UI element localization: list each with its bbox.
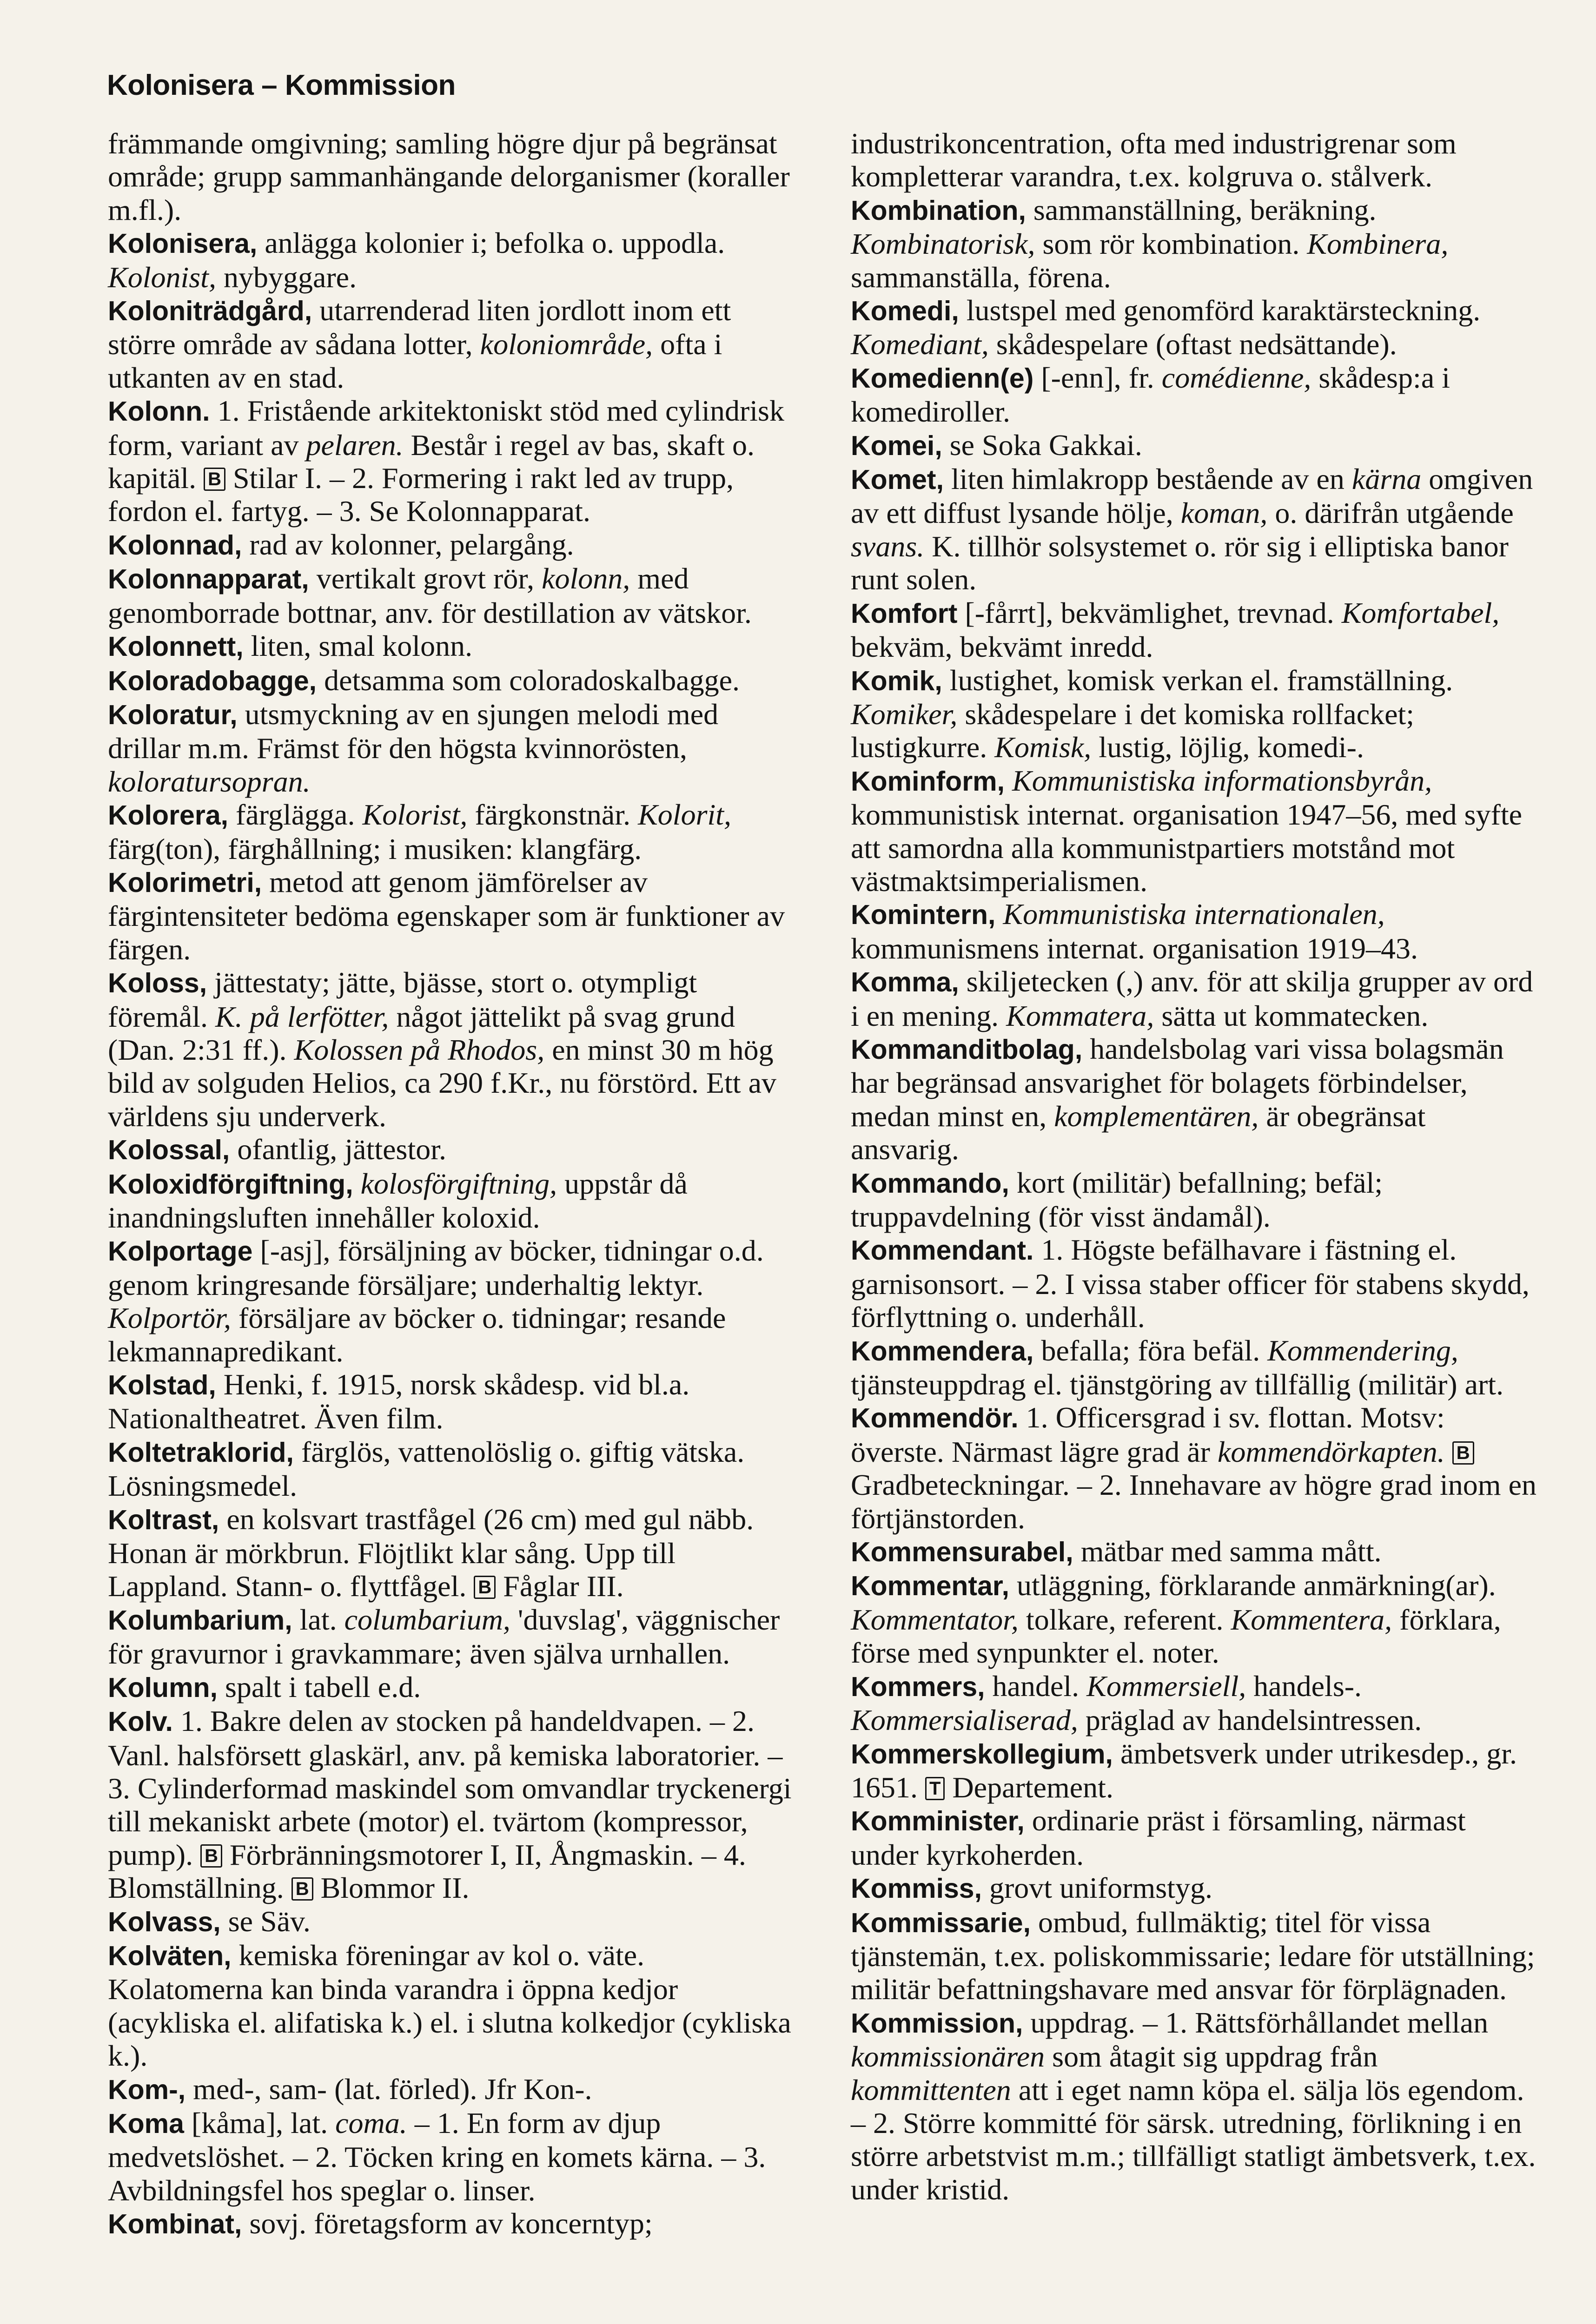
dictionary-entry <box>851 1670 1539 1737</box>
entry-text: 1. Bakre delen av stocken på handeldvapen. – 2. Vanl. halsförsett glaskärl, anv. på kemiska laboratorier. – 3. Cylinderformad maskindel som omvandlar tryckenergi till mekaniskt arbete (motor) el. tvärtom (kompressor, pump). <box>108 1704 792 1871</box>
entry-text: handel. <box>985 1669 1087 1703</box>
dictionary-entry <box>108 798 796 865</box>
plate-reference-icon: B <box>200 1844 222 1868</box>
entry-text: [kåma], lat. <box>184 2106 336 2139</box>
entry-text: kemiska föreningar av kol o. väte. Kolatomerna kan binda varandra i öppna kedjor (acykliska el. alifatiska k.) el. i slutna kolkedjor (cykliska k.). <box>108 1938 791 2073</box>
entry-text: bekväm, bekvämt inredd. <box>851 630 1153 664</box>
dictionary-entry <box>851 294 1539 361</box>
dictionary-entry <box>851 2006 1539 2206</box>
entry-headword: Koltetraklorid, <box>108 1437 294 1468</box>
entry-headword: Komintern, <box>851 899 996 931</box>
entry-text: ofantlig, jättestor. <box>230 1133 446 1166</box>
entry-italic: Kolonist, <box>108 260 216 294</box>
entry-text: mätbar med samma mått. <box>1073 1535 1382 1568</box>
entry-text: kommunismens internat. organisation 1919–43. <box>851 931 1418 965</box>
entry-headword: Kolumbarium, <box>108 1604 292 1636</box>
entry-headword: Komei, <box>851 430 942 461</box>
entry-headword: Komminister, <box>851 1806 1025 1837</box>
entry-headword: Kolossal, <box>108 1135 230 1166</box>
entry-headword: Kom-, <box>108 2074 186 2105</box>
entry-text <box>995 898 1003 931</box>
dictionary-entry <box>108 1368 796 1435</box>
entry-italic: Kommersiell, <box>1086 1669 1246 1703</box>
dictionary-entry <box>851 1737 1539 1804</box>
dictionary-entry <box>108 2106 796 2207</box>
dictionary-entry <box>108 865 796 966</box>
entry-italic: Kolorit, <box>638 798 732 832</box>
entry-text: o. därifrån utgående <box>1267 496 1514 530</box>
dictionary-entry <box>851 1032 1539 1166</box>
entry-headword: Kolonnapparat, <box>108 564 309 595</box>
entry-headword: Kolonn. <box>108 396 210 427</box>
entry-text: rad av kolonner, pelargång. <box>242 528 574 561</box>
entry-text: kommunistisk internat. organisation 1947–56, med syfte att samordna alla kommunistpartiers motstånd mot västmaktsimperialismen. <box>851 798 1522 898</box>
entry-text: skådespelare (oftast nedsättande). <box>988 328 1397 361</box>
entry-text: skådesp:a i komediroller. <box>851 361 1450 429</box>
entry-italic: kommittenten <box>851 2073 1011 2106</box>
dictionary-entry <box>108 1939 796 2073</box>
entry-headword: Komedi, <box>851 296 959 327</box>
dictionary-entry <box>108 1704 796 1904</box>
entry-text <box>1445 1435 1452 1468</box>
entry-headword: Koloss, <box>108 968 207 999</box>
entry-text <box>1005 764 1012 797</box>
dictionary-entry <box>108 1603 796 1670</box>
dictionary-entry <box>108 698 796 798</box>
entry-headword: Kominform, <box>851 766 1005 797</box>
entry-italic: kolonn, <box>542 562 630 595</box>
entry-text: spalt i tabell e.d. <box>217 1670 421 1703</box>
entry-headword: Kommissarie, <box>851 1907 1031 1938</box>
plate-reference-icon: B <box>1452 1441 1474 1465</box>
dictionary-entry <box>851 1233 1539 1334</box>
entry-text: 1. Högste befälhavare i fästning el. garnisonsort. – 2. I vissa staber officer för stabens skydd, förflyttning o. underhåll. <box>851 1233 1530 1334</box>
entry-italic: pelaren. <box>306 428 404 462</box>
right-column <box>851 127 1539 2206</box>
entry-text: sammanställa, förena. <box>851 260 1111 294</box>
dictionary-entry <box>851 127 1539 193</box>
entry-headword: Koma <box>108 2108 184 2139</box>
dictionary-entry <box>108 294 796 394</box>
entry-italic: kärna <box>1351 462 1422 496</box>
entry-italic: Kolorist, <box>362 798 468 832</box>
dictionary-entry <box>851 1804 1539 1871</box>
left-column <box>108 127 796 2241</box>
entry-text: är obegränsat ansvarig. <box>851 1099 1426 1166</box>
dictionary-entry <box>851 1401 1539 1535</box>
dictionary-entry <box>851 361 1539 429</box>
entry-text: – 1. En form av djup medvetslöshet. – 2. Töcken kring en komets kärna. – 3. Avbildningsfel hos speglar o. linser. <box>108 2106 766 2207</box>
entry-headword: Komik, <box>851 665 942 696</box>
entry-italic: Komiker, <box>851 697 958 731</box>
entry-text: skiljetecken (,) anv. för att skilja grupper av ord i en mening. <box>851 965 1533 1032</box>
entry-text: befalla; föra befäl. <box>1033 1334 1268 1367</box>
entry-headword: Kolonisera, <box>108 228 258 259</box>
entry-text: färg(ton), färghållning; i musiken: klangfärg. <box>108 832 642 865</box>
entry-italic: Kombinera, <box>1307 227 1449 261</box>
entry-text: Blommor II. <box>313 1871 470 1905</box>
entry-italic: Kommersialiserad, <box>851 1703 1078 1737</box>
entry-text: Departement. <box>945 1770 1113 1804</box>
entry-italic: komplementären, <box>1054 1099 1259 1133</box>
entry-text: Fåglar III. <box>496 1570 624 1603</box>
entry-text: utläggning, förklarande anmärkning(ar). <box>1009 1569 1496 1602</box>
dictionary-entry <box>851 1166 1539 1234</box>
entry-headword: Kolstad, <box>108 1370 216 1401</box>
entry-headword: Koloniträdgård, <box>108 296 312 327</box>
entry-text: sammanställning, beräkning. <box>1026 193 1377 226</box>
entry-headword: Kolonnad, <box>108 529 242 561</box>
entry-headword: Kommission, <box>851 2007 1023 2039</box>
entry-italic: comédienne, <box>1161 361 1311 394</box>
entry-text: Henki, f. 1915, norsk skådesp. vid bl.a. Nationaltheatret. Även film. <box>108 1368 690 1435</box>
entry-italic: svans. <box>851 529 925 563</box>
entry-text: liten himlakropp bestående av en <box>943 462 1352 496</box>
entry-italic: coma. <box>335 2106 407 2139</box>
entry-italic: Komediant, <box>851 328 989 361</box>
entry-text: Stilar I. – 2. Formering i rakt led av trupp, fordon el. fartyg. – 3. Se Kolonnapparat. <box>108 462 734 528</box>
entry-text: kort (militär) befallning; befäl; truppavdelning (för visst ändamål). <box>851 1166 1383 1233</box>
dictionary-entry <box>851 1569 1539 1669</box>
entry-text: som rör kombination. <box>1035 227 1307 261</box>
plate-reference-icon: B <box>474 1576 496 1599</box>
dictionary-entry <box>851 429 1539 462</box>
dictionary-entry <box>108 394 796 528</box>
dictionary-entry <box>108 664 796 698</box>
entry-text: förklara, förse med synpunkter el. noter. <box>851 1603 1501 1670</box>
dictionary-entry <box>851 193 1539 294</box>
plate-reference-icon: B <box>291 1877 313 1901</box>
entry-headword: Kolv. <box>108 1706 173 1737</box>
dictionary-entry <box>108 1435 796 1503</box>
entry-headword: Kommensurabel, <box>851 1537 1073 1568</box>
entry-headword: Kolorera, <box>108 800 229 831</box>
dictionary-entry <box>108 528 796 562</box>
entry-headword: Kolorimetri, <box>108 867 262 898</box>
entry-text: skådespelare i det komiska rollfacket; lustigkurre. <box>851 697 1415 764</box>
entry-text: lustspel med genomförd karaktärsteckning. <box>959 294 1481 327</box>
entry-italic: Kombinatorisk, <box>851 227 1035 261</box>
plate-reference-icon: B <box>204 468 225 491</box>
entry-text: med genomborrade bottnar, anv. för destillation av vätskor. <box>108 562 752 629</box>
entry-headword: Komet, <box>851 464 944 495</box>
entry-italic: koloniområde, <box>480 328 653 361</box>
entry-italic: Kolportör, <box>108 1301 231 1335</box>
entry-text: en kolsvart trastfågel (26 cm) med gul näbb. Honan är mörkbrun. Flöjtlikt klar sång. Upp till Lappland. Stann- o. flyttfågel. <box>108 1502 754 1603</box>
entry-headword: Komfort <box>851 598 958 629</box>
entry-italic: koman, <box>1180 496 1268 530</box>
entry-italic: kommissionären <box>851 2040 1045 2073</box>
entry-italic: Kommentator, <box>851 1603 1019 1636</box>
entry-headword: Kolonnett, <box>108 631 244 662</box>
entry-headword: Kommando, <box>851 1168 1009 1199</box>
entry-text: som åtagit sig uppdrag från <box>1045 2040 1378 2073</box>
dictionary-entry <box>108 1133 796 1167</box>
entry-text: handels-. <box>1246 1669 1362 1703</box>
dictionary-entry <box>108 966 796 1133</box>
entry-text: [-asj], försäljning av böcker, tidningar o.d. genom kringresande försäljare; underhaltig lektyr. <box>108 1234 764 1301</box>
entry-text: lustighet, komisk verkan el. framställning. <box>942 663 1453 697</box>
entry-headword: Kommentar, <box>851 1571 1009 1602</box>
entry-italic: Komfortabel, <box>1341 596 1500 629</box>
entry-text: tjänsteuppdrag el. tjänstgöring av tillfällig (militär) art. <box>851 1368 1504 1401</box>
entry-headword: Kolväten, <box>108 1940 232 1971</box>
dictionary-entry <box>851 1334 1539 1401</box>
entry-text: utsmyckning av en sjungen melodi med drillar m.m. Främst för den högsta kvinnorösten, <box>108 697 719 765</box>
entry-headword: Kommanditbolag, <box>851 1034 1083 1065</box>
entry-text: med-, sam- (lat. förled). Jfr Kon-. <box>185 2072 592 2106</box>
entry-headword: Koloradobagge, <box>108 665 317 696</box>
entry-italic: Kommunistiska internationalen, <box>1003 898 1385 931</box>
entry-headword: Komedienn(e) <box>851 363 1034 394</box>
entry-italic: Kolossen på Rhodos, <box>294 1033 545 1066</box>
entry-headword: Komma, <box>851 967 959 998</box>
dictionary-entry <box>108 1503 796 1603</box>
entry-text: färglös, vattenolöslig o. giftig vätska. Lösningsmedel. <box>108 1435 745 1503</box>
dictionary-entry <box>851 1906 1539 2006</box>
entry-italic: koloratursopran. <box>108 765 311 798</box>
entry-headword: Kommendör. <box>851 1403 1019 1434</box>
entry-text: sätta ut kommatecken. <box>1154 999 1429 1032</box>
dictionary-entry <box>108 127 796 226</box>
entry-text: 1. Officersgrad i sv. flottan. Motsv: överste. Närmast lägre grad är <box>851 1401 1445 1468</box>
entry-headword: Kommerskollegium, <box>851 1738 1113 1769</box>
entry-headword: Kolumn, <box>108 1672 218 1703</box>
entry-text: tolkare, referent. <box>1018 1603 1231 1636</box>
entry-text: vertikalt grovt rör, <box>309 562 542 595</box>
entry-text: ämbetsverk under utrikesdep., gr. 1651. <box>851 1736 1517 1804</box>
entry-text: Består i regel av bas, skaft o. kapitäl. <box>108 428 755 495</box>
entry-headword: Kolportage <box>108 1236 253 1267</box>
entry-text: något jättelikt på svag grund (Dan. 2:31 ff.). <box>108 1000 735 1066</box>
entry-text: jättestaty; jätte, bjässe, stort o. otympligt föremål. <box>108 966 697 1033</box>
entry-text: [-enn], fr. <box>1033 361 1162 394</box>
dictionary-entry <box>851 462 1539 596</box>
entry-text: 'duvslag', väggnischer för gravurnor i gravkammare; även själva urnhallen. <box>108 1603 780 1670</box>
entry-text: metod att genom jämförelser av färgintensiteter bedöma egenskaper som är funktioner av färgen. <box>108 865 785 966</box>
entry-text: detsamma som coloradoskalbagge. <box>317 663 740 697</box>
dictionary-entry <box>851 596 1539 664</box>
entry-text: Förbränningsmotorer I, II, Ångmaskin. – 4. Blomställning. <box>108 1838 746 1905</box>
entry-italic: kolosförgiftning, <box>360 1167 557 1200</box>
entry-text: uppstår då inandningsluften innehåller koloxid. <box>108 1167 688 1234</box>
entry-text: industrikoncentration, ofta med industrigrenar som kompletterar varandra, t.ex. kolgruva o. stålverk. <box>851 127 1457 193</box>
dictionary-entry <box>851 764 1539 898</box>
entry-text: 1. Fristående arkitektoniskt stöd med cylindrisk form, variant av <box>108 394 784 462</box>
entry-text: utarrenderad liten jordlott inom ett större område av sådana lotter, <box>108 294 731 361</box>
entry-italic: Kommatera, <box>1006 999 1154 1032</box>
dictionary-entry <box>851 965 1539 1032</box>
entry-text: nybyggare. <box>216 260 357 294</box>
entry-text: se Säv. <box>220 1904 311 1938</box>
entry-italic: columbarium, <box>344 1603 510 1636</box>
entry-text: ombud, fullmäktig; titel för vissa tjänstemän, t.ex. poliskommissarie; ledare för utställning; militär befattningshavare med ansvar för förplägnaden. <box>851 1905 1535 2006</box>
running-head: Kolonisera – Kommission <box>107 69 456 101</box>
entry-headword: Kommers, <box>851 1671 985 1702</box>
entry-text: färglägga. <box>228 798 363 832</box>
entry-italic: K. på lerfötter, <box>215 1000 389 1033</box>
entry-text: grovt uniformstyg. <box>981 1871 1212 1905</box>
entry-text: främmande omgivning; samling högre djur på begränsat område; grupp sammanhängande delorganismer (koraller m.fl.). <box>108 127 790 226</box>
dictionary-entry <box>108 1167 796 1235</box>
entry-text: handelsbolag vari vissa bolagsmän har begränsad ansvarighet för bolagets förbindelser, medan minst en, <box>851 1032 1504 1133</box>
entry-text: uppdrag. – 1. Rättsförhållandet mellan <box>1023 2006 1489 2039</box>
entry-headword: Koloratur, <box>108 699 238 730</box>
entry-text: anlägga kolonier i; befolka o. uppodla. <box>257 226 725 260</box>
dictionary-entry <box>851 1535 1539 1569</box>
dictionary-entry <box>851 898 1539 965</box>
dictionary-entry <box>108 2207 796 2241</box>
dictionary-entry <box>108 562 796 629</box>
entry-headword: Kombination, <box>851 195 1026 226</box>
entry-text: omgiven av ett diffust lysande hölje, <box>851 462 1533 530</box>
dictionary-entry <box>108 2073 796 2106</box>
entry-text: Gradbeteckningar. – 2. Innehavare av högre grad inom en förtjänstorden. <box>851 1468 1536 1535</box>
entry-italic: Kommendering, <box>1267 1334 1458 1367</box>
entry-headword: Koloxidförgiftning, <box>108 1169 353 1200</box>
dictionary-entry <box>108 1234 796 1368</box>
entry-headword: Kommendant. <box>851 1235 1034 1266</box>
entry-italic: kommendörkapten. <box>1217 1435 1445 1468</box>
entry-text: ordinarie präst i församling, närmast under kyrkoherden. <box>851 1804 1466 1871</box>
dictionary-entry <box>108 226 796 294</box>
plate-reference-icon: T <box>925 1777 945 1800</box>
entry-text: ofta i utkanten av en stad. <box>108 328 722 394</box>
dictionary-entry <box>851 1871 1539 1905</box>
entry-text: sovj. företagsform av koncerntyp; <box>242 2207 653 2240</box>
entry-text: [-fårrt], bekvämlighet, trevnad. <box>957 596 1342 629</box>
entry-text: lat. <box>292 1603 344 1636</box>
entry-headword: Koltrast, <box>108 1504 219 1535</box>
entry-italic: Komisk, <box>994 731 1092 764</box>
entry-headword: Kombinat, <box>108 2209 242 2240</box>
entry-text: liten, smal kolonn. <box>243 629 473 663</box>
dictionary-entry <box>108 1905 796 1939</box>
entry-italic: Kommentera, <box>1231 1603 1392 1636</box>
dictionary-entry <box>108 629 796 663</box>
entry-text: en minst 30 m hög bild av solguden Helios, ca 290 f.Kr., nu förstörd. Ett av världens sju underverk. <box>108 1033 776 1133</box>
entry-text: se Soka Gakkai. <box>942 428 1142 462</box>
entry-text: försäljare av böcker o. tidningar; resande lekmannapredikant. <box>108 1301 726 1368</box>
entry-text: att i eget namn köpa el. sälja lös egendom. – 2. Större kommitté för särsk. utredning, förlikning i en större arbetstvist m.m.; tillfälligt statligt ämbetsverk, t.ex. under kristid. <box>851 2073 1536 2206</box>
dictionary-entry <box>851 664 1539 764</box>
entry-italic: Kommunistiska informationsbyrån, <box>1012 764 1432 797</box>
entry-text: präglad av handelsintressen. <box>1078 1703 1422 1737</box>
entry-text: färgkonstnär. <box>467 798 638 832</box>
entry-headword: Kommendera, <box>851 1335 1034 1367</box>
entry-text <box>353 1167 361 1200</box>
entry-headword: Kolvass, <box>108 1906 221 1937</box>
entry-text: lustig, löjlig, komedi-. <box>1091 731 1364 764</box>
dictionary-entry <box>108 1670 796 1704</box>
entry-text: K. tillhör solsystemet o. rör sig i elliptiska banor runt solen. <box>851 529 1509 596</box>
entry-headword: Kommiss, <box>851 1873 982 1904</box>
